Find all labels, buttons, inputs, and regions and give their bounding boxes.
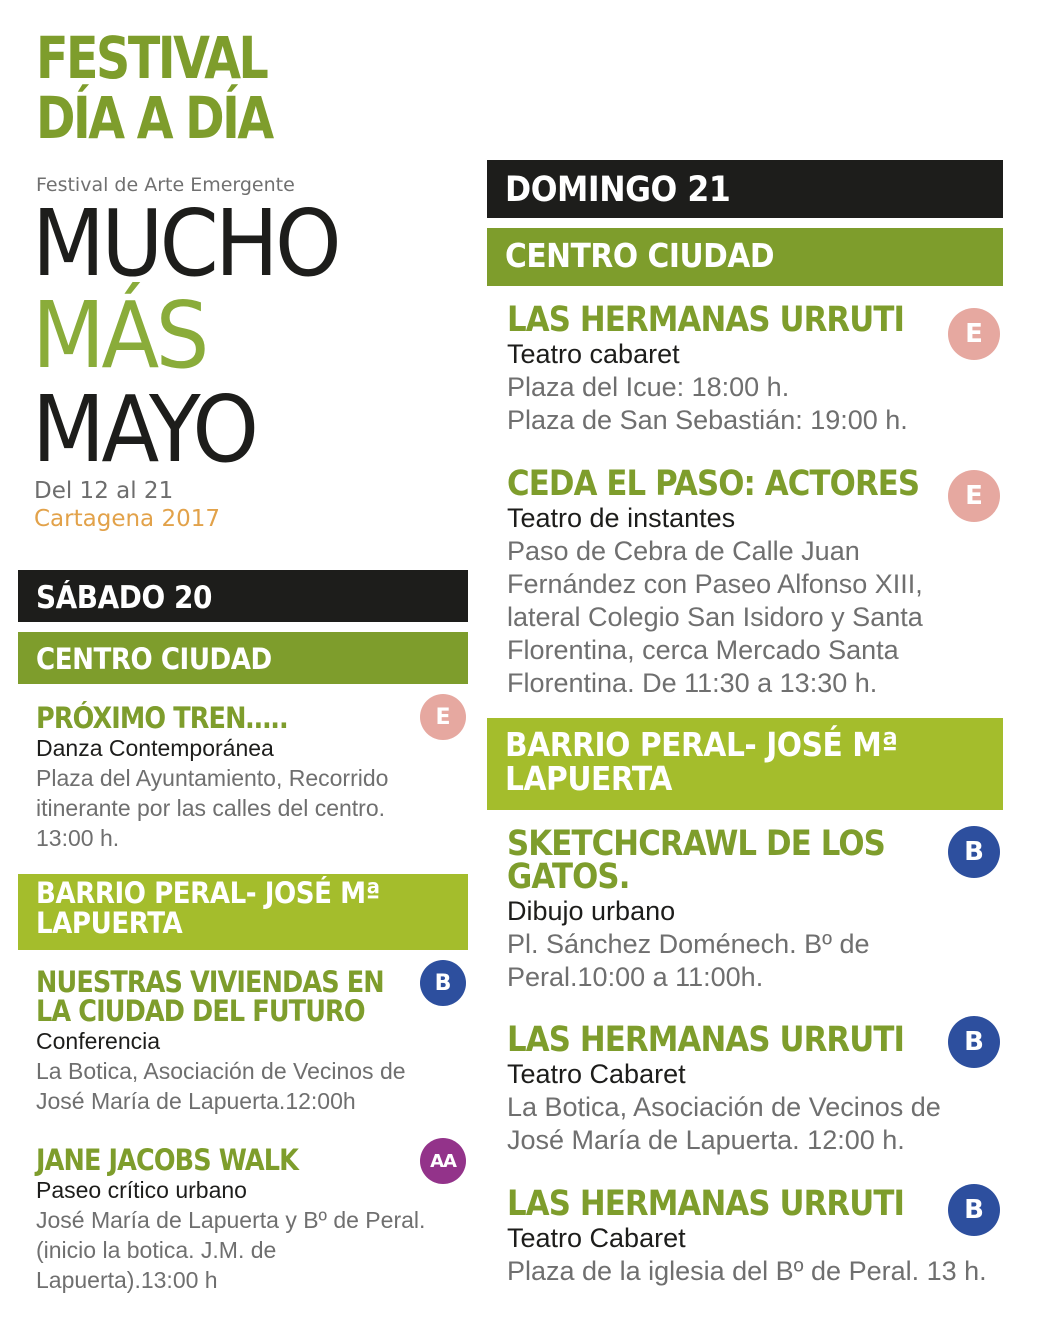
event-type: Conferencia <box>36 1028 161 1054</box>
logo-word-mayo: MAYO <box>32 376 256 483</box>
event-place: Pl. Sánchez Doménech. Bº de <box>507 929 870 959</box>
festival-dates: Del 12 al 21 <box>34 478 174 504</box>
event-jane-jacobs-walk <box>36 1143 426 1295</box>
festival-title-line1: FESTIVAL <box>36 24 267 92</box>
event-title: LA CIUDAD DEL FUTURO <box>36 994 365 1028</box>
event-place: Lapuerta).13:00 h <box>36 1267 218 1293</box>
event-place: Plaza del Icue: 18:00 h. <box>507 372 790 402</box>
event-place: Florentina, cerca Mercado Santa <box>507 635 899 665</box>
event-sketchcrawl <box>507 824 937 994</box>
event-place: La Botica, Asociación de Vecinos de <box>36 1058 406 1084</box>
category-badge-b: B <box>948 826 1000 878</box>
zone-label: CENTRO CIUDAD <box>505 236 775 275</box>
zone-label: LAPUERTA <box>36 906 183 940</box>
event-type: Paseo crítico urbano <box>36 1177 247 1203</box>
day-label: SÁBADO 20 <box>36 580 212 616</box>
logo-word-mas: MÁS <box>32 282 206 389</box>
category-badge-e: E <box>948 308 1000 360</box>
logo-word-mucho: MUCHO <box>32 190 338 297</box>
event-place: Plaza del Ayuntamiento, Recorrido <box>36 765 389 791</box>
event-place: José María de Lapuerta.12:00h <box>36 1088 356 1114</box>
event-place: Plaza de la iglesia del Bº de Peral. 13 h. <box>507 1256 987 1286</box>
zone-header-barrio-peral <box>487 718 1003 810</box>
event-place: 13:00 h. <box>36 825 120 851</box>
category-badge-b: B <box>948 1016 1000 1068</box>
day-header-saturday <box>18 570 468 622</box>
event-las-hermanas-urruti-2 <box>507 1020 958 1157</box>
day-label: DOMINGO 21 <box>505 170 731 210</box>
event-title: PRÓXIMO TREN….. <box>36 701 288 735</box>
event-nuestras-viviendas <box>36 965 431 1116</box>
event-title: LAS HERMANAS URRUTI <box>507 1020 905 1060</box>
event-type: Teatro Cabaret <box>507 1059 686 1089</box>
event-type: Teatro de instantes <box>507 503 736 533</box>
zone-label: CENTRO CIUDAD <box>36 642 272 676</box>
event-place: Peral.10:00 a 11:00h. <box>507 962 764 992</box>
category-badge-aa: AA <box>420 1138 466 1184</box>
event-place: Plaza de San Sebastián: 19:00 h. <box>507 405 908 435</box>
festival-title-line2: DÍA A DÍA <box>36 84 272 152</box>
event-place: Fernández con Paseo Alfonso XIII, <box>507 569 923 599</box>
event-place: José María de Lapuerta y Bº de Peral. <box>36 1207 426 1233</box>
event-type: Teatro Cabaret <box>507 1223 686 1253</box>
festival-city-year: Cartagena 2017 <box>34 506 220 532</box>
category-badge-e: E <box>948 470 1000 522</box>
event-ceda-el-paso <box>507 464 975 700</box>
event-place: La Botica, Asociación de Vecinos de <box>507 1092 941 1122</box>
event-type: Dibujo urbano <box>507 896 676 926</box>
event-las-hermanas-urruti-1 <box>507 300 958 437</box>
event-title: SKETCHCRAWL DE LOS <box>507 824 885 864</box>
zone-header-centro-ciudad <box>487 228 1003 286</box>
event-place: lateral Colegio San Isidoro y Santa <box>507 602 923 632</box>
festival-tagline: Festival de Arte Emergente <box>36 174 295 196</box>
event-title: GATOS. <box>507 857 630 897</box>
event-title: JANE JACOBS WALK <box>36 1143 299 1177</box>
event-place: José María de Lapuerta. 12:00 h. <box>507 1125 905 1155</box>
category-badge-b: B <box>420 960 466 1006</box>
event-place: (inicio la botica. J.M. de <box>36 1237 277 1263</box>
zone-label: LAPUERTA <box>505 759 672 798</box>
zone-label: BARRIO PERAL- JOSÉ Mª <box>505 725 898 764</box>
event-type: Teatro cabaret <box>507 339 680 369</box>
event-title: NUESTRAS VIVIENDAS EN <box>36 965 384 999</box>
category-badge-e: E <box>420 694 466 740</box>
day-header-sunday <box>487 160 1003 218</box>
zone-header-barrio-peral <box>18 874 468 950</box>
event-proximo-tren <box>36 701 389 853</box>
event-title: LAS HERMANAS URRUTI <box>507 300 905 340</box>
event-las-hermanas-urruti-3 <box>507 1184 987 1288</box>
category-badge-b: B <box>948 1184 1000 1236</box>
event-place: Paso de Cebra de Calle Juan <box>507 536 860 566</box>
event-place: itinerante por las calles del centro. <box>36 795 386 821</box>
event-type: Danza Contemporánea <box>36 735 274 761</box>
event-title: LAS HERMANAS URRUTI <box>507 1184 905 1224</box>
event-place: Florentina. De 11:30 a 13:30 h. <box>507 668 878 698</box>
zone-label: BARRIO PERAL- JOSÉ Mª <box>36 876 380 910</box>
zone-header-centro-ciudad <box>18 632 468 684</box>
event-title: CEDA EL PASO: ACTORES <box>507 464 920 504</box>
